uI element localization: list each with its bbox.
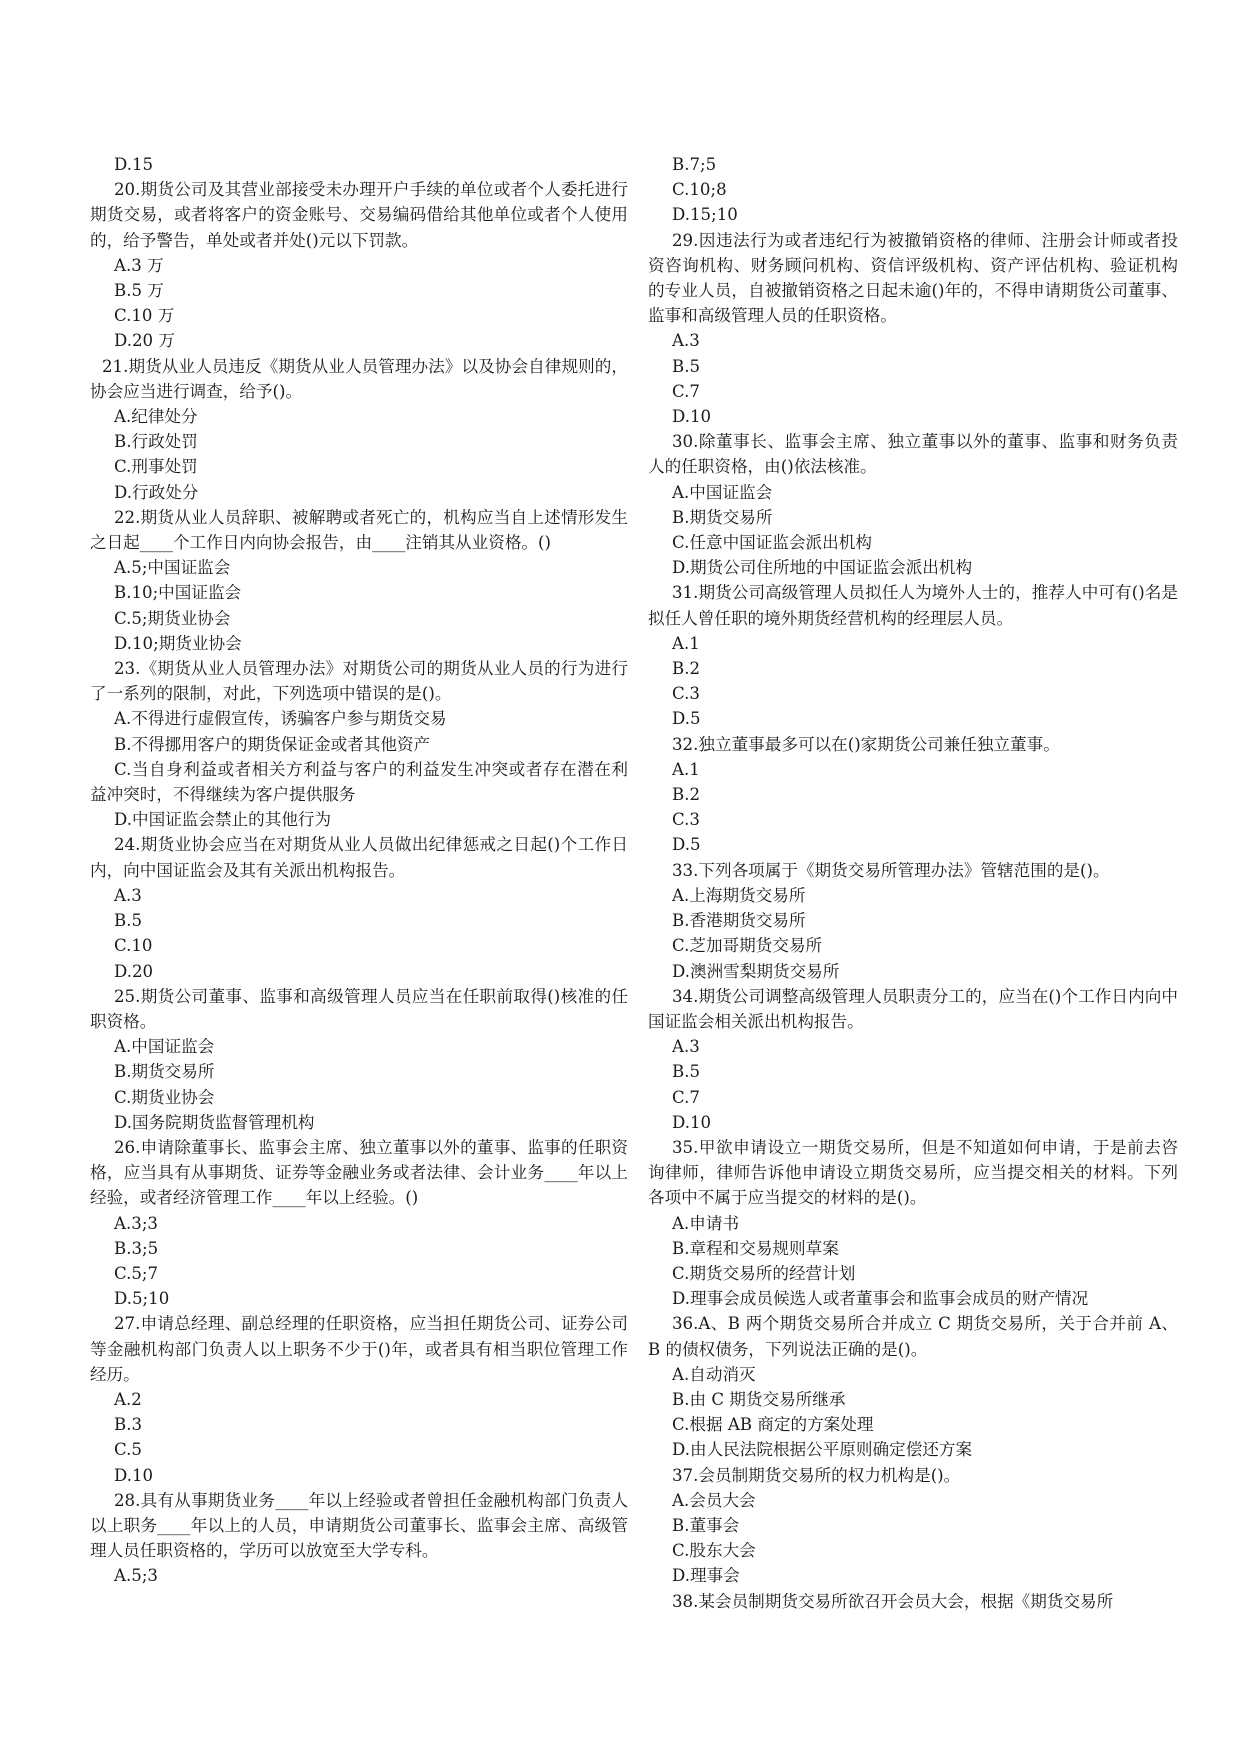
question-text: 34.期货公司调整高级管理人员职责分工的，应当在()个工作日内向中国证监会相关派出机构报告。 — [648, 986, 1178, 1031]
question-text: 20.期货公司及其营业部接受未办理开户手续的单位或者个人委托进行期货交易，或者将客户的资金账号、交易编码借给其他单位或者个人使用的，给予警告，单处或者并处()元以下罚款。 — [90, 180, 628, 250]
answer-option: B.2 — [672, 785, 701, 805]
question-text: 29.因违法行为或者违纪行为被撤销资格的律师、注册会计师或者投资咨询机构、财务顾问机构、资信评级机构、资产评估机构、验证机构的专业人员，自被撤销资格之日起未逾()年的，不得申请期货公司董事、监事和高级管理人员的任职资格。 — [648, 230, 1178, 326]
answer-option: B.3;5 — [114, 1238, 159, 1258]
answer-option: A.中国证监会 — [114, 1037, 215, 1057]
answer-option: C.5 — [114, 1440, 142, 1460]
answer-option: C.7 — [672, 381, 700, 401]
question-text: 30.除董事长、监事会主席、独立董事以外的董事、监事和财务负责人的任职资格，由()依法核准。 — [648, 432, 1178, 477]
answer-option: B.10;中国证监会 — [114, 583, 242, 603]
answer-option: B.7;5 — [672, 155, 717, 174]
answer-option: B.5 — [672, 356, 701, 376]
answer-option: D.澳洲雪梨期货交易所 — [672, 961, 840, 981]
answer-option: C.10 万 — [114, 306, 175, 326]
answer-option: C.芝加哥期货交易所 — [672, 936, 823, 956]
answer-option: D.理事会 — [672, 1566, 740, 1586]
answer-option: C.刑事处罚 — [114, 457, 198, 477]
answer-option: D.5 — [672, 709, 701, 729]
question-text: 28.具有从事期货业务____年以上经验或者曾担任金融机构部门负责人以上职务____年以上的人员，申请期货公司董事长、监事会主席、高级管理人员任职资格的，学历可以放宽至大学专科。 — [90, 1490, 628, 1561]
answer-option: C.10 — [114, 936, 153, 956]
answer-option: D.10;期货业协会 — [114, 633, 242, 653]
answer-option: B.期货交易所 — [114, 1062, 215, 1082]
answer-option: B.2 — [672, 659, 701, 679]
answer-option: A.会员大会 — [672, 1490, 756, 1510]
answer-option: B.行政处罚 — [114, 432, 198, 452]
answer-option: C.期货交易所的经营计划 — [672, 1263, 856, 1283]
answer-option: A.3 — [114, 885, 142, 905]
question-text: 38.某会员制期货交易所欲召开会员大会，根据《期货交易所 — [672, 1591, 1114, 1611]
question-text: C.当自身利益或者相关方利益与客户的利益发生冲突或者存在潜在利益冲突时，不得继续为客户提供服务 — [90, 759, 628, 805]
question-text: 27.申请总经理、副总经理的任职资格，应当担任期货公司、证券公司等金融机构部门负责人以上职务不少于()年，或者具有相当职位管理工作经历。 — [90, 1314, 628, 1384]
answer-option: D.理事会成员候选人或者董事会和监事会成员的财产情况 — [672, 1289, 1089, 1309]
answer-option: A.不得进行虚假宣传，诱骗客户参与期货交易 — [114, 709, 447, 729]
answer-option: D.10 — [114, 1465, 154, 1485]
answer-option: C.根据 AB 商定的方案处理 — [672, 1415, 874, 1435]
answer-option: D.15 — [114, 155, 154, 174]
answer-option: B.香港期货交易所 — [672, 911, 806, 931]
left-column — [90, 152, 628, 1589]
answer-option: A.上海期货交易所 — [672, 885, 806, 905]
answer-option: D.行政处分 — [114, 482, 199, 502]
answer-option: C.7 — [672, 1087, 700, 1107]
answer-option: A.3 — [672, 331, 700, 351]
answer-option: D.5 — [672, 835, 701, 855]
answer-option: A.1 — [672, 759, 700, 779]
answer-option: A.2 — [114, 1389, 142, 1409]
question-text: 22.期货从业人员辞职、被解聘或者死亡的，机构应当自上述情形发生之日起____个工作日内向协会报告，由____注销其从业资格。() — [90, 507, 628, 553]
answer-option: B.期货交易所 — [672, 507, 773, 527]
answer-option: D.中国证监会禁止的其他行为 — [114, 810, 332, 830]
question-text: 23.《期货从业人员管理办法》对期货公司的期货从业人员的行为进行了一系列的限制，对此，下列选项中错误的是()。 — [90, 659, 628, 704]
question-text: 21.期货从业人员违反《期货从业人员管理办法》以及协会自律规则的，协会应当进行调查，给予()。 — [90, 356, 628, 401]
answer-option: B.不得挪用客户的期货保证金或者其他资产 — [114, 734, 431, 754]
answer-option: A.中国证监会 — [672, 482, 773, 502]
answer-option: D.20 — [114, 961, 154, 981]
answer-option: A.3 — [672, 1037, 700, 1057]
question-text: 25.期货公司董事、监事和高级管理人员应当在任职前取得()核准的任职资格。 — [90, 986, 628, 1031]
answer-option: C.任意中国证监会派出机构 — [672, 533, 872, 553]
question-text: 36.A、B 两个期货交易所合并成立 C 期货交易所，关于合并前 A、B 的债权债务，下列说法正确的是()。 — [648, 1314, 1178, 1359]
answer-option: B.3 — [114, 1415, 143, 1435]
answer-option: A.3;3 — [114, 1213, 158, 1233]
question-text: 24.期货业协会应当在对期货从业人员做出纪律惩戒之日起()个工作日内，向中国证监会及其有关派出机构报告。 — [90, 835, 628, 880]
answer-option: D.5;10 — [114, 1289, 170, 1309]
answer-option: D.10 — [672, 1112, 712, 1132]
question-text: 32.独立董事最多可以在()家期货公司兼任独立董事。 — [672, 734, 1060, 754]
question-text: 33.下列各项属于《期货交易所管理办法》管辖范围的是()。 — [672, 860, 1110, 880]
answer-option: D.15;10 — [672, 205, 738, 225]
answer-option: A.纪律处分 — [114, 407, 198, 427]
question-text: 31.期货公司高级管理人员拟任人为境外人士的，推荐人中可有()名是拟任人曾任职的境外期货经营机构的经理层人员。 — [648, 583, 1178, 628]
answer-option: C.5;期货业协会 — [114, 608, 231, 628]
answer-option: C.5;7 — [114, 1263, 159, 1283]
answer-option: C.3 — [672, 810, 700, 830]
answer-option: B.董事会 — [672, 1515, 740, 1535]
answer-option: C.10;8 — [672, 180, 727, 200]
answer-option: C.股东大会 — [672, 1541, 756, 1561]
answer-option: A.自动消灭 — [672, 1364, 756, 1384]
answer-option: B.章程和交易规则草案 — [672, 1238, 839, 1258]
answer-option: B.5 — [672, 1062, 701, 1082]
question-text: 35.甲欲申请设立一期货交易所，但是不知道如何申请，于是前去咨询律师，律师告诉他申请设立期货交易所，应当提交相关的材料。下列各项中不属于应当提交的材料的是()。 — [648, 1137, 1178, 1208]
answer-option: B.由 C 期货交易所继承 — [672, 1389, 846, 1409]
answer-option: D.期货公司住所地的中国证监会派出机构 — [672, 558, 973, 578]
answer-option: C.期货业协会 — [114, 1087, 215, 1107]
answer-option: D.10 — [672, 407, 712, 427]
answer-option: B.5 — [114, 911, 143, 931]
question-text: 26.申请除董事长、监事会主席、独立董事以外的董事、监事的任职资格，应当具有从事期货、证券等金融业务或者法律、会计业务____年以上经验，或者经济管理工作____年以上经验。() — [90, 1137, 628, 1208]
answer-option: A.5;中国证监会 — [114, 558, 231, 578]
answer-option: B.5 万 — [114, 281, 164, 301]
answer-option: A.5;3 — [114, 1566, 158, 1586]
answer-option: C.3 — [672, 684, 700, 704]
answer-option: A.3 万 — [114, 255, 164, 275]
answer-option: D.20 万 — [114, 331, 175, 351]
question-text: 37.会员制期货交易所的权力机构是()。 — [672, 1465, 961, 1485]
answer-option: A.1 — [672, 633, 700, 653]
answer-option: D.国务院期货监督管理机构 — [114, 1112, 315, 1132]
answer-option: D.由人民法院根据公平原则确定偿还方案 — [672, 1440, 973, 1460]
right-column — [648, 152, 1178, 1614]
answer-option: A.申请书 — [672, 1213, 740, 1233]
